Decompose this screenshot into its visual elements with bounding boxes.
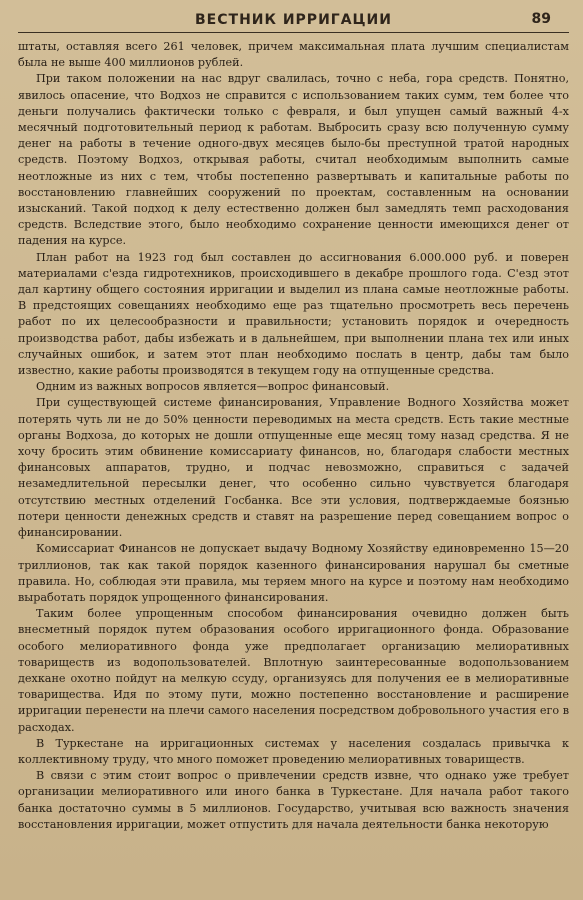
journal-title: ВЕСТНИК ИРРИГАЦИИ	[195, 12, 392, 28]
paragraph: План работ на 1923 год был составлен до ассигнования 6.000.000 руб. и поверен материалами с'езда гидротехников, происходившего в декабре прошлого года. С'езд этот дал картину общего состояния ирригации и выделил из плана самые неотложные работы. В предстоящих совещаниях необходимо еще раз тщательно просмотреть весь перечень работ по их целесообразности и правильности; установить порядок и очередность производства работ, дабы избежать и в дальнейшем, при выполнении плана тех или иных случайных ошибок, и затем этот план необходимо послать в центр, дабы там было известно, какие работы производятся в текущем году на отпущенные средства.	[18, 250, 569, 378]
paragraph: В Туркестане на ирригационных системах у населения создалась привычка к коллективному труду, что много поможет проведению мелиоративных товариществ.	[18, 736, 569, 766]
page-number: 89	[531, 11, 551, 27]
paragraph: При существующей системе финансирования, Управление Водного Хозяйства может потерять чуть ли не до 50% ценности переводимых на места средств. Есть такие местные органы Водхоза, до которых не дошли отпущенные еще месяц тому назад средства. Я не хочу бросить этим обвинение комиссариату финансов, но, благодаря слабости местных финансовых аппаратов, трудно, и подчас невозможно, справиться с задачей незамедлительной пересылки денег, что особенно сильно чувствуется благодаря отсутствию местных отделений Госбанка. Все эти условия, подтверждаемые боязнью потери ценности денежных средств и ставят на разрешение перед совещанием вопрос о финансировании.	[18, 396, 569, 540]
paragraph: При таком положении на нас вдруг свалилась, точно с неба, гора средств. Понятно, явилось опасение, что Водхоз не справится с использованием таких сумм, тем более что деньги получались фактически только с февраля, и был упущен самый важный 4-х месячный подготовительный период к работам. Выбросить сразу всю полученную сумму денег на работы в течение одного-двух месяцев было-бы преступной тратой народных средств. Поэтому Водхоз, открывая работы, считал необходимым выполнить самые неотложные из них с тем, чтобы постепенно развертывать и капитальные работы по восстановлению главнейших сооружений по проектам, составленным на основании изысканий. Такой подход к делу естественно должен был замедлять темп расходования средств. Вследствие этого, было необходимо сохранение ценности имеющихся денег от падения на курсе.	[18, 72, 569, 248]
paragraph: Одним из важных вопросов является—вопрос финансовый.	[36, 380, 390, 394]
paragraph: Таким более упрощенным способом финансирования очевидно должен быть внесметный порядок путем образования особого ирригационного фонда. Образование особого мелиоративного фонда уже предполагает организацию мелиоративных товариществ из водопользователей. Вплотную заинтересованные водопользованием дехкане охотно пойдут на мелкую ссуду, организуясь для получения ее в мелиоративные товарищества. Идя по этому пути, можно постепенно восстановление и расширение ирригации перенести на плечи самого населения посредством добровольного участия его в расходах.	[18, 607, 569, 734]
paragraph: штаты, оставляя всего 261 человек, причем максимальная плата лучшим специалистам была не выше 400 миллионов рублей.	[18, 40, 569, 70]
article-body	[18, 39, 569, 833]
running-header	[18, 8, 569, 33]
paragraph: В связи с этим стоит вопрос о привлечении средств извне, что однако уже требует организации мелиоративного или иного банка в Туркестане. Для начала работ такого банка достаточно суммы в 5 миллионов. Государство, учитывая всю важность значения восстановления ирригации, может отпустить для начала деятельности банка некоторую	[18, 769, 569, 831]
paragraph: Комиссариат Финансов не допускает выдачу Водному Хозяйству единовременно 15—20 триллионов, так как такой порядок казенного финансирования нарушал бы сметные правила. Но, соблюдая эти правила, мы теряем много на курсе и поэтому нам необходимо выработать порядок упрощенного финансирования.	[18, 542, 569, 604]
